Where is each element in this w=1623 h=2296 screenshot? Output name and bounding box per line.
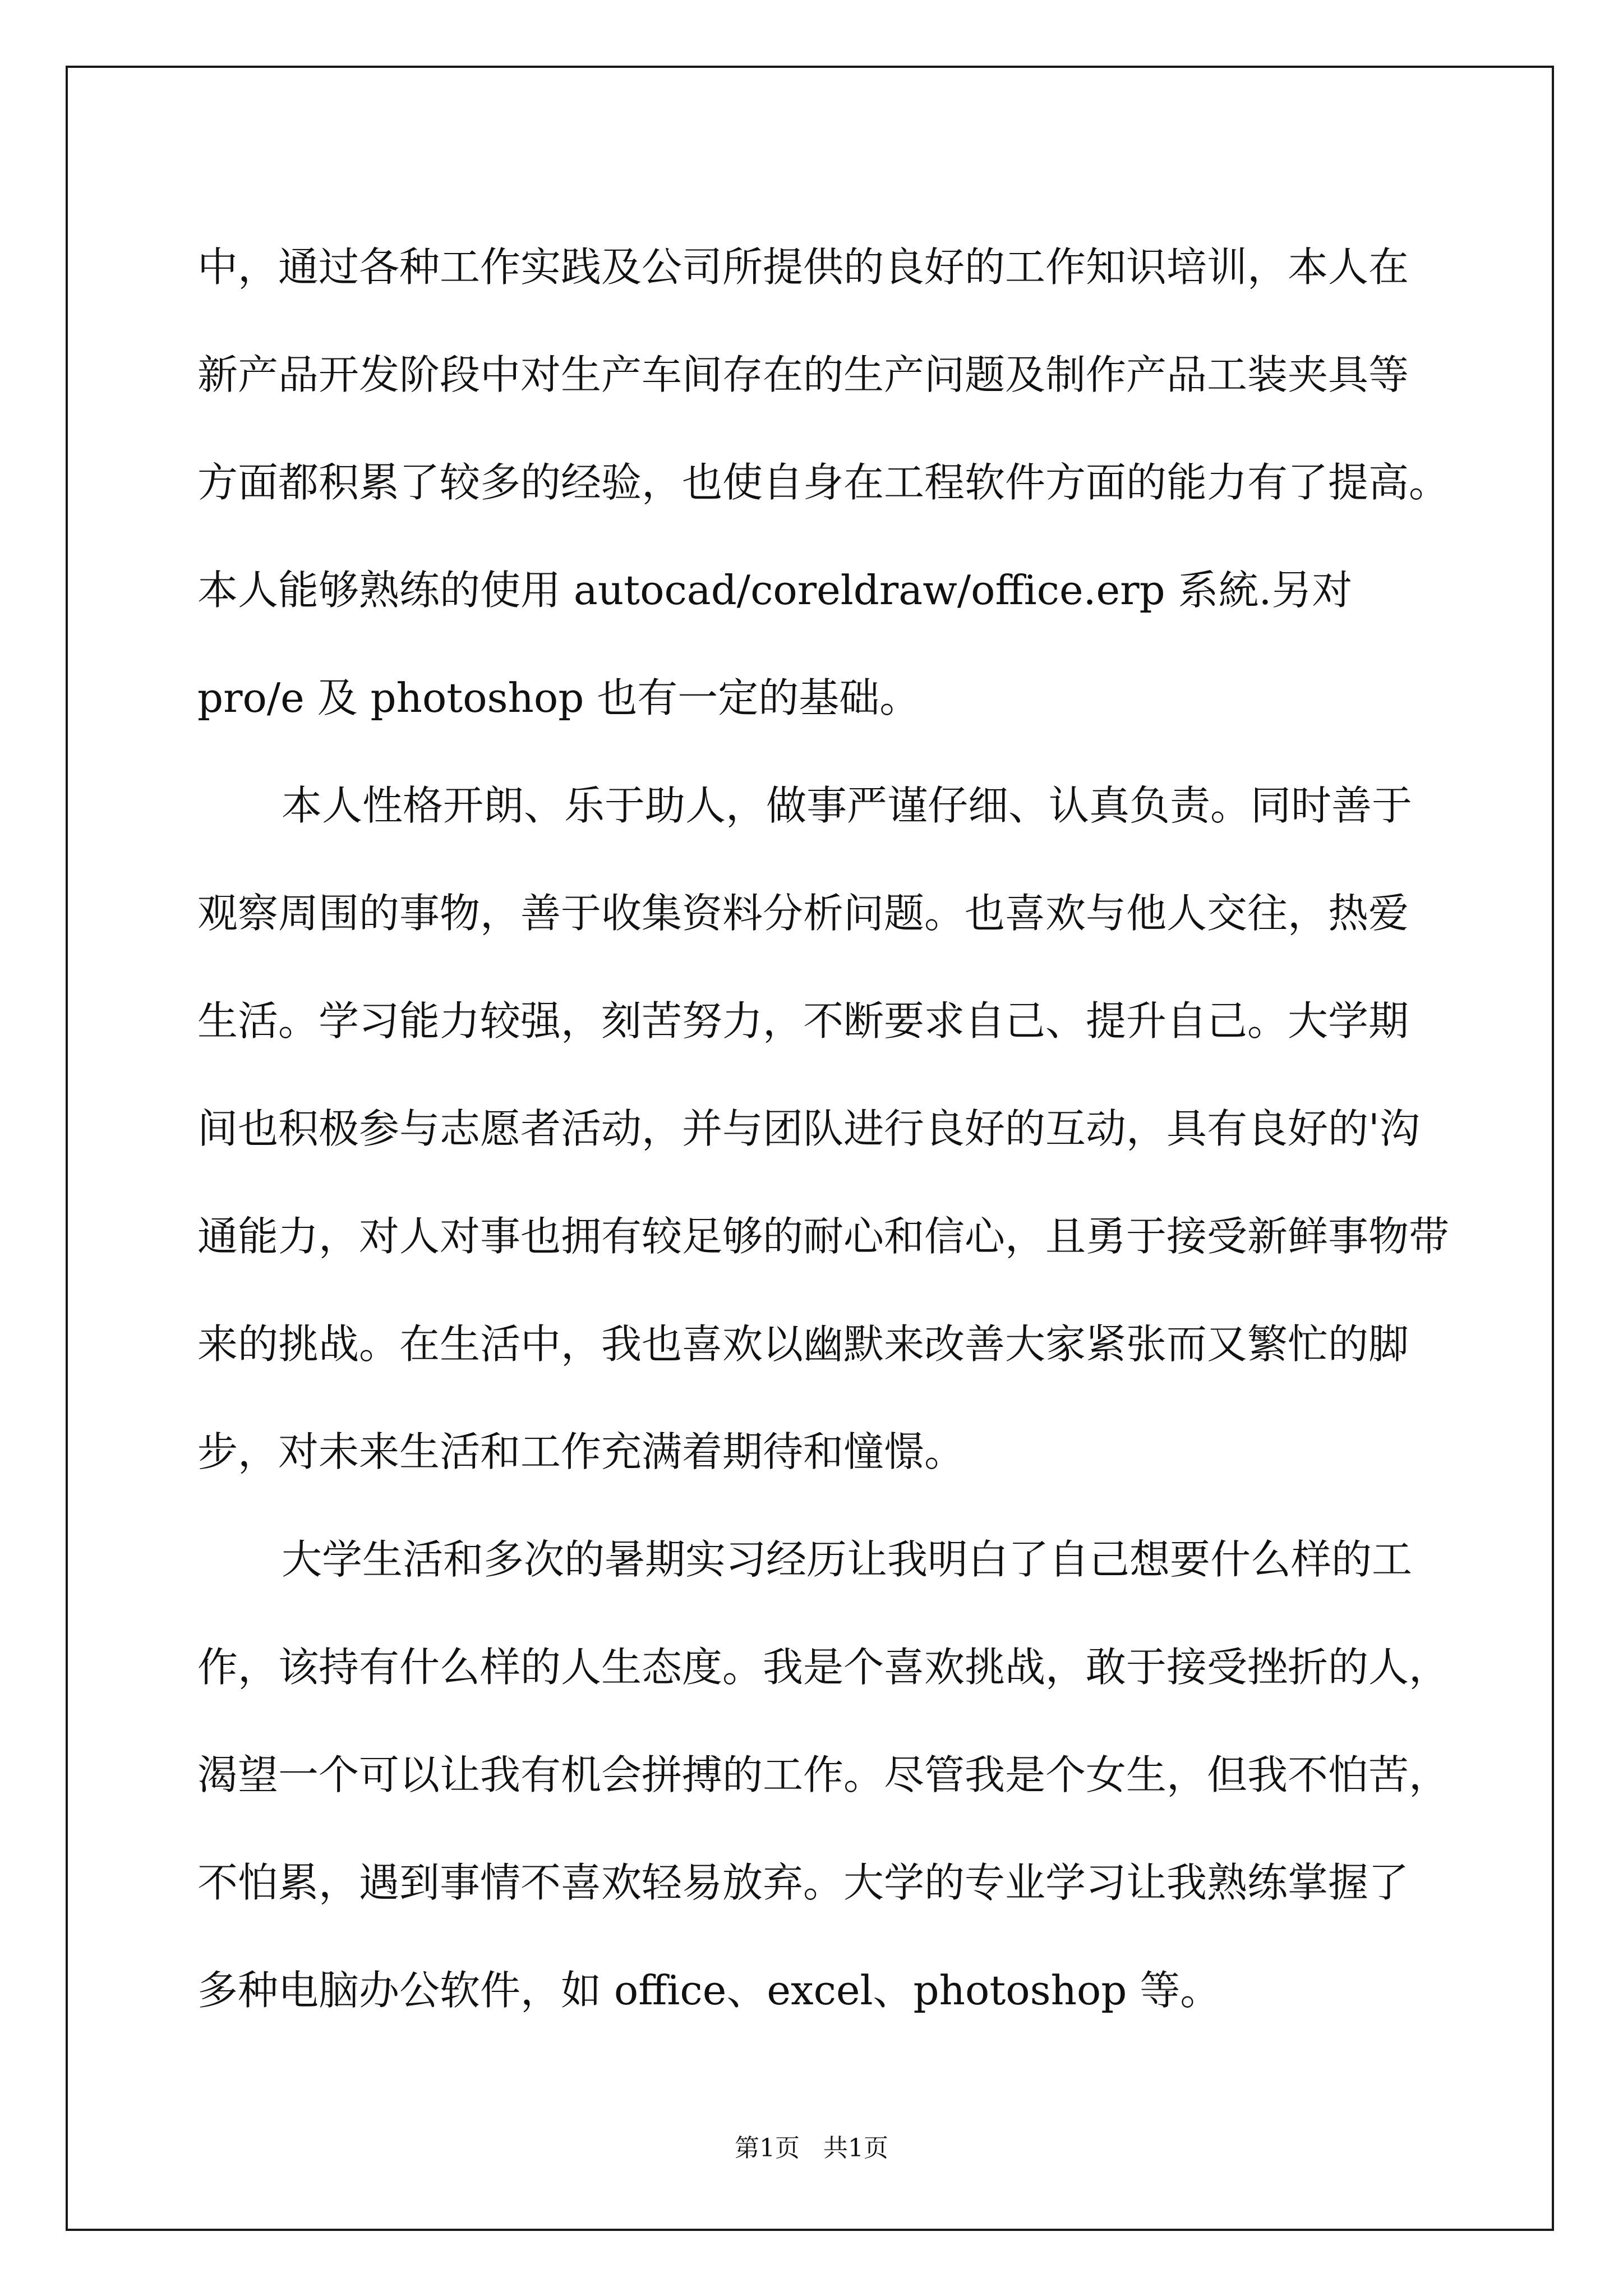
- paragraph-first-line: 大学生活和多次的暑期实习经历让我明白了自己想要什么样的工: [282, 1536, 1413, 1583]
- text-line: 多种电脑办公软件，如 office、excel、photoshop 等。: [197, 1967, 1221, 2014]
- text-line: 本人能够熟练的使用 autocad/coreldraw/office.erp 系統.另对: [197, 567, 1353, 614]
- text-line: 中，通过各种工作实践及公司所提供的良好的工作知识培训，本人在: [197, 243, 1409, 291]
- document-body: [197, 213, 1450, 2044]
- text-line: pro/e 及 photoshop 也有一定的基础。: [197, 674, 920, 721]
- text-line: 观察周围的事物，善于收集资料分析问题。也喜欢与他人交往，热爱: [197, 890, 1409, 937]
- paragraph-first-line: 本人性格开朗、乐于助人，做事严谨仔细、认真负责。同时善于: [282, 782, 1413, 829]
- text-line: 新产品开发阶段中对生产车间存在的生产问题及制作产品工装夹具等: [197, 351, 1409, 398]
- text-line: 步，对未来生活和工作充满着期待和憧憬。: [197, 1428, 965, 1475]
- text-line: 来的挑战。在生活中，我也喜欢以幽默来改善大家紧张而又繁忙的脚: [197, 1320, 1409, 1368]
- text-line: 方面都积累了较多的经验，也使自身在工程软件方面的能力有了提高。: [197, 459, 1450, 506]
- text-line: 作，该持有什么样的人生态度。我是个喜欢挑战，敢于接受挫折的人，: [197, 1644, 1450, 1691]
- text-line: 渴望一个可以让我有机会拼搏的工作。尽管我是个女生，但我不怕苦，: [197, 1751, 1450, 1798]
- text-line: 通能力，对人对事也拥有较足够的耐心和信心，且勇于接受新鲜事物带: [197, 1213, 1450, 1260]
- text-line: 生活。学习能力较强，刻苦努力，不断要求自己、提升自己。大学期: [197, 997, 1409, 1045]
- text-line: 不怕累，遇到事情不喜欢轻易放弃。大学的专业学习让我熟练掌握了: [197, 1859, 1409, 1906]
- text-line: 间也积极参与志愿者活动，并与团队进行良好的互动，具有良好的'沟: [197, 1105, 1420, 1152]
- page-number-footer: 第1页 共1页: [735, 2134, 888, 2162]
